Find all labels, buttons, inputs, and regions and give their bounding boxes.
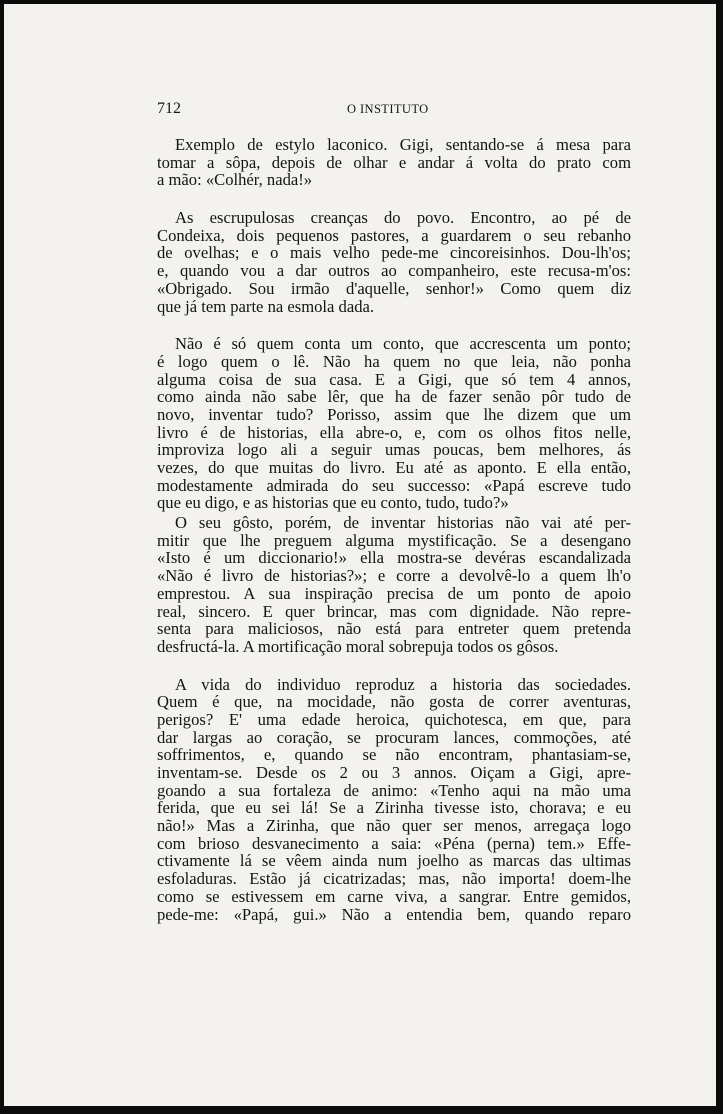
text-line: com brioso desvanecimento a saia: «Péna (perna) tem.» Effe- [157, 833, 631, 853]
text-line: a mão: «Colhér, nada!» [157, 170, 313, 190]
text-line: vezes, do que muitas do livro. Eu até as aponto. E ella então, [157, 458, 631, 477]
text-line: Não é só quem conta um conto, que accrescenta um ponto; [175, 334, 631, 354]
text-line: Condeixa, dois pequenos pastores, a guardarem o seu rebanho [157, 225, 631, 245]
paragraph-mystification [157, 514, 631, 656]
text-line: esfoladuras. Estão já cicatrizadas; mas, não importa! doem-lhe [157, 869, 631, 889]
text-line: novo, inventar tudo? Porisso, assim que lhe dizem que um [157, 404, 631, 424]
text-line: como se estivessem em carne viva, a sangrar. Entre gemidos, [157, 886, 631, 906]
running-title: O INSTITUTO [347, 102, 429, 116]
body-text [157, 136, 631, 923]
text-line: «Não é livro de historias?»; e corre a devolvê-lo a quem lh'o [157, 566, 631, 586]
text-line: goando a sua fortaleza de animo: «Tenho aqui na mão uma [157, 780, 631, 800]
text-line: A vida do individuo reproduz a historia das sociedades. [175, 674, 631, 694]
text-line: pede-me: «Papá, gui.» Não a entendia bem, quando reparo [157, 904, 631, 924]
text-line: emprestou. A sua inspiração precisa de um ponto de apoio [157, 583, 631, 603]
text-line: e, quando vou a dar outros ao companheiro, este recusa-m'os: [157, 261, 631, 281]
text-line: O seu gôsto, porém, de inventar historias não vai até per- [175, 513, 631, 533]
text-line: como ainda não sabe lêr, que ha de fazer senão pôr tudo de [157, 387, 631, 407]
text-line: de ovelhas; e o mais velho pede-me cincoreisinhos. Dou-lh'os; [157, 243, 631, 263]
paragraph-adventures [157, 676, 631, 924]
text-line: improviza logo ali a seguir umas poucas, bem melhores, ás [157, 440, 631, 460]
text-line: ferida, que eu sei lá! Se a Zirinha tivesse isto, chorava; e eu [157, 798, 631, 818]
text-line: mitir que lhe preguem alguma mystificação. Se a desengano [157, 530, 631, 550]
text-line: alguma coisa de sua casa. E a Gigi, que só tem 4 annos, [157, 369, 631, 389]
paragraph-storytelling [157, 335, 631, 512]
text-line: que eu digo, e as historias que eu conto, tudo, tudo?» [157, 493, 509, 513]
text-line: modestamente admirada do seu successo: «Papá escreve tudo [157, 475, 631, 495]
text-line: As escrupulosas creanças do povo. Encontro, ao pé de [175, 208, 631, 228]
text-line: «Isto é um diccionario!» ella mostra-se devéras escandalizada [157, 548, 631, 568]
page-header [157, 100, 631, 120]
text-line: tomar a sôpa, depois de olhar e andar á volta do prato com [157, 152, 631, 172]
text-line: que já tem parte na esmola dada. [157, 296, 375, 316]
text-line: perigos? E' uma edade heroica, quichotesca, em que, para [157, 709, 631, 729]
text-line: desfructá-la. A mortificação moral sobrepuja todos os gôsos. [157, 636, 559, 656]
paragraph-shepherds [157, 209, 631, 315]
text-line: é logo quem o lê. Não ha quem no que leia, não ponha [157, 351, 631, 371]
text-line: livro é de historias, ella abre-o, e, com os olhos fitos nelle, [157, 422, 631, 442]
text-line: Quem é que, na mocidade, não gosta de correr aventuras, [157, 692, 631, 712]
text-line: não!» Mas a Zirinha, que não quer ser menos, arregaça logo [157, 816, 631, 836]
text-line: dar largas ao coração, se procuram lances, commoções, até [157, 727, 631, 747]
text-line: real, sincero. E quer brincar, mas com dignidade. Não repre- [157, 601, 631, 621]
paragraph-laconic-style [157, 136, 631, 189]
text-line: soffrimentos, e, quando se não encontram, phantasiam-se, [157, 745, 631, 765]
text-line: Exemplo de estylo laconico. Gigi, sentando-se á mesa para [175, 135, 631, 154]
text-line: inventam-se. Desde os 2 ou 3 annos. Oiçam a Gigi, apre- [157, 763, 631, 782]
text-line: ctivamente lá se vêem ainda num joelho as marcas das ultimas [157, 851, 631, 871]
book-page [4, 4, 716, 1106]
text-line: senta para maliciosos, não está para entreter quem pretenda [157, 619, 631, 639]
text-line: «Obrigado. Sou irmão d'aquelle, senhor!» Como quem diz [157, 278, 631, 298]
page-number: 712 [157, 100, 181, 117]
